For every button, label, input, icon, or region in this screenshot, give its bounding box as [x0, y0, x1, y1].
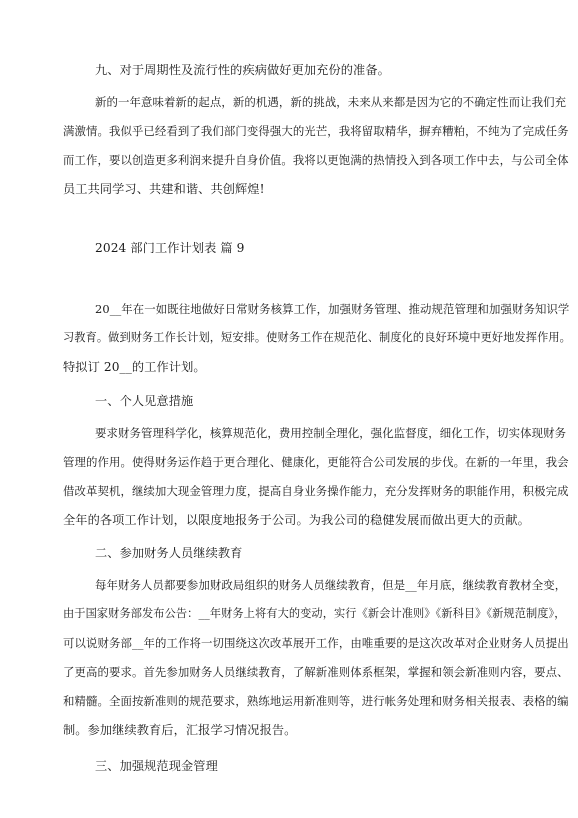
section-one-line-2: 管理的作用。使得财务运作趋于更合理化、健康化，更能符合公司发展的步伐。在新的一年里，我会: [63, 455, 569, 469]
section-one-line-4: 全年的各项工作计划，以限度地报务于公司。为我公司的稳健发展而做出更大的贡献。: [63, 513, 530, 527]
section-two-line-6: 制。参加继续教育后，汇报学习情况报告。: [63, 723, 297, 737]
section-two-line-2: 由于国家财务部发布公告：__年财务上将有大的变动，实行《新会计准则》《新科目》《新规范制度》，: [63, 607, 566, 620]
intro-paragraph-line-1: 20__年在一如既往地做好日常财务核算工作，加强财务管理、推动规范管理和加强财务知识学: [95, 302, 570, 316]
section-two-line-3: 可以说财务部__年的工作将一切围绕这次改革展开工作，由唯重要的是这次改革对企业财务人员提出: [63, 636, 569, 650]
closing-paragraph-line-1: 新的一年意味着新的起点，新的机遇，新的挑战，未来从来都是因为它的不确定性而让我们充: [95, 95, 567, 109]
intro-paragraph-line-3: 特拟订 20__的工作计划。: [63, 360, 206, 374]
section-two-line-1: 每年财务人员都要参加财政局组织的财务人员继续教育，但是__年月底，继续教育教材全变，: [95, 578, 567, 592]
item-nine-text: 九、对于周期性及流行性的疾病做好更加充份的准备。: [95, 63, 390, 77]
article-title: 2024 部门工作计划表 篇 9: [95, 241, 245, 255]
closing-paragraph-line-2: 满激情。我似乎已经看到了我们部门变得强大的光芒，我将留取精华，摒弃糟粕，不纯为了完成任务: [63, 124, 569, 138]
section-three-heading: 三、加强规范现金管理: [95, 759, 218, 773]
section-two-line-4: 了更高的要求。首先参加财务人员继续教育，了解新准则体系框架，掌握和领会新准则内容，要点、: [63, 665, 569, 679]
section-one-line-1: 要求财务管理科学化，核算规范化，费用控制全理化，强化监督度，细化工作，切实体现财务: [95, 426, 567, 440]
intro-paragraph-line-2: 习教育。做到财务工作长计划，短安排。使财务工作在规范化、制度化的良好环境中更好地发挥作用。: [63, 331, 571, 344]
section-two-heading: 二、参加财务人员继续教育: [95, 546, 243, 560]
section-one-line-3: 借改革契机，继续加大现金管理力度，提高自身业务操作能力，充分发挥财务的职能作用，积极完成: [63, 484, 569, 498]
section-two-line-5: 和精髓。全面按新准则的规范要求，熟练地运用新准则等，进行帐务处理和财务相关报表、表格的编: [63, 694, 569, 708]
closing-paragraph-line-4: 员工共同学习、共建和谐、共创辉煌!: [63, 182, 265, 196]
closing-paragraph-line-3: 而工作，要以创造更多利润来提升自身价值。我将以更饱满的热情投入到各项工作中去，与公司全体: [63, 153, 569, 167]
section-one-heading: 一、个人见意措施: [95, 394, 194, 408]
